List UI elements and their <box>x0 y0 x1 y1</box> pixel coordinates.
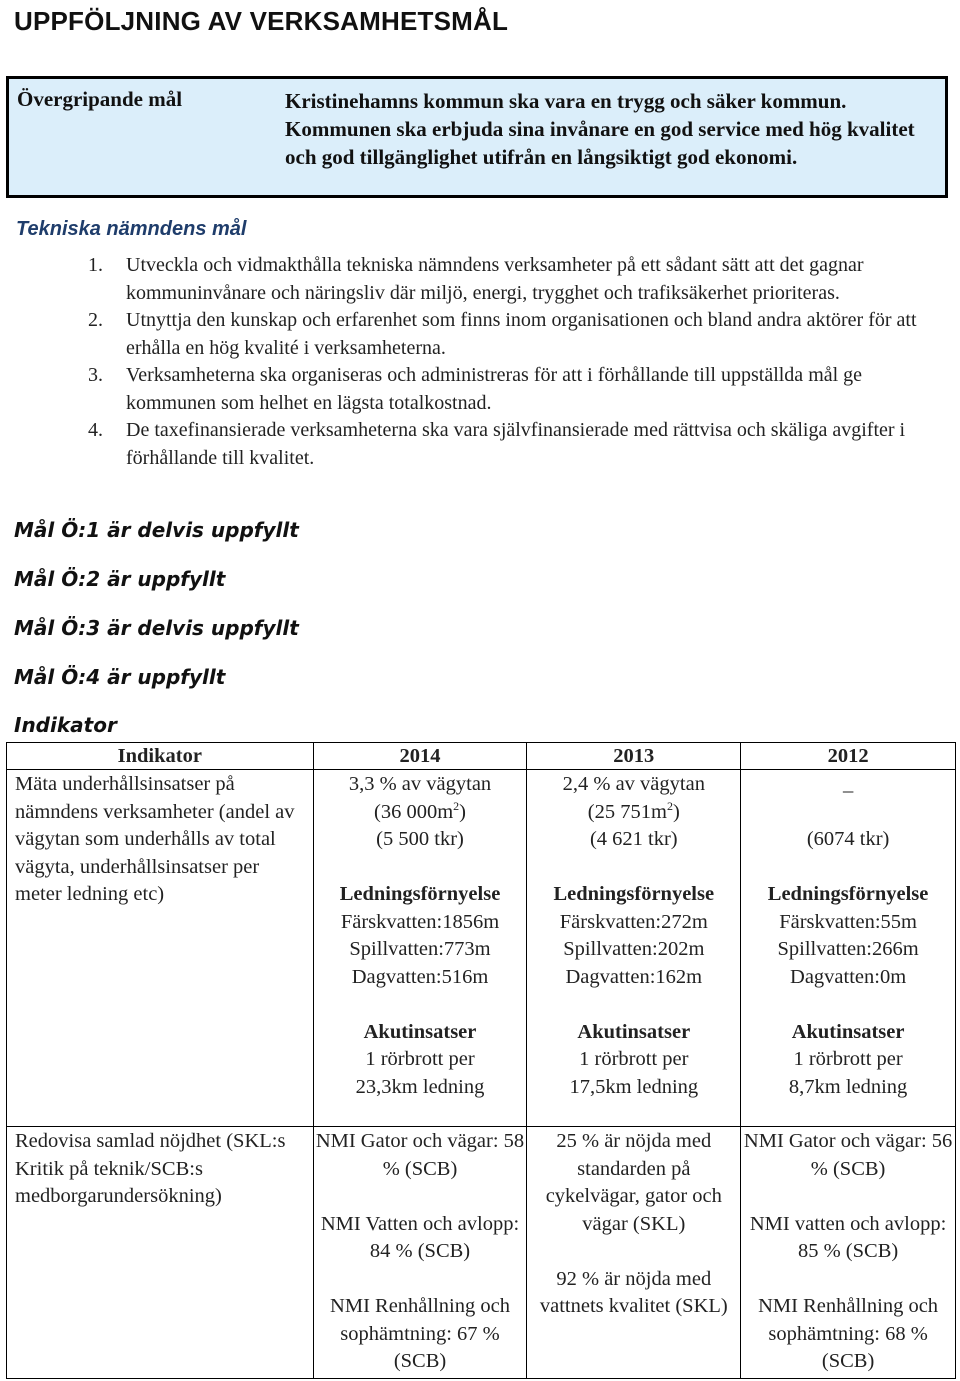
acute-line: 1 rörbrott per <box>365 1048 475 1070</box>
column-header: 2014 <box>313 743 527 770</box>
technical-goal-item <box>88 307 948 362</box>
goal-status-4: Mål Ö:4 är uppfyllt <box>14 665 226 689</box>
renewal-title: Ledningsförnyelse <box>767 883 929 905</box>
goal-number: 1. <box>88 254 103 276</box>
indicator-label: Mäta underhållsinsatser på nämndens verksamheter (andel av vägytan som underhålls av total vägyta, underhållsinsatser per meter ledning etc) <box>7 770 314 1127</box>
goal-text: Verksamheterna ska organiseras och administreras för att i förhållande till uppställda mål ge kommunen som helhet en lägsta totalkostnad. <box>126 364 863 414</box>
goal-text: De taxefinansierade verksamheterna ska vara självfinansierade med rättvisa och skäliga avgifter i förhållande till kvalitet. <box>126 419 906 469</box>
indicator-table <box>6 742 956 1379</box>
value-cell-2012 <box>741 770 956 1127</box>
technical-goals-list <box>88 252 948 472</box>
survey-result: 92 % är nöjda med vattnets kvalitet (SKL) <box>539 1267 728 1317</box>
goal-number: 2. <box>88 309 103 331</box>
acute-line: 8,7km ledning <box>788 1075 908 1098</box>
column-header: 2012 <box>741 743 956 770</box>
value-cell-2013 <box>527 1127 741 1379</box>
acute-title: Akutinsatser <box>577 1020 691 1043</box>
storm-water: Dagvatten:0m <box>790 965 907 988</box>
storm-water: Dagvatten:162m <box>565 965 703 988</box>
value-cell-2014 <box>313 1127 527 1379</box>
survey-result: NMI Renhållning och sophämtning: 68 % (SCB) <box>758 1295 939 1372</box>
maintenance-cost: (6074 tkr) <box>806 828 890 850</box>
goal-status-1: Mål Ö:1 är delvis uppfyllt <box>14 518 299 542</box>
goal-number: 4. <box>88 419 103 441</box>
road-share: _ <box>842 773 854 795</box>
acute-line: 1 rörbrott per <box>793 1048 903 1070</box>
column-header: 2013 <box>527 743 741 770</box>
overall-goal-box <box>6 76 948 198</box>
road-area: (36 $000m^2$) <box>374 798 466 823</box>
road-area: (25 $751m^2$) <box>587 798 680 823</box>
fresh-water: Färskvatten:1856m <box>340 910 500 933</box>
column-header: Indikator <box>7 743 314 770</box>
maintenance-cost: (5 500 tkr) <box>376 828 464 850</box>
waste-water: Spillvatten:266m <box>777 938 919 960</box>
waste-water: Spillvatten:202m <box>563 938 705 960</box>
survey-result: NMI Renhållning och sophämtning: 67 % (SCB) <box>330 1295 510 1372</box>
acute-line: 17,5km ledning <box>569 1075 699 1098</box>
acute-line: 23,3km ledning <box>355 1075 485 1098</box>
overall-goal-text: Kristinehamns kommun ska vara en trygg och säker kommun. Kommunen ska erbjuda sina invånare en god service med hög kvalitet och god tillgänglighet utifrån en långsiktigt god ekonomi. <box>285 89 915 169</box>
page-title: UPPFÖLJNING AV VERKSAMHETSMÅL <box>14 6 509 36</box>
storm-water: Dagvatten:516m <box>351 965 489 988</box>
renewal-title: Ledningsförnyelse <box>553 883 715 905</box>
table-header-row <box>7 743 956 770</box>
goal-status-3: Mål Ö:3 är delvis uppfyllt <box>14 616 299 640</box>
waste-water: Spillvatten:773m <box>349 938 491 960</box>
technical-goals-heading: Tekniska nämndens mål <box>16 218 247 240</box>
table-row <box>7 770 956 1127</box>
fresh-water: Färskvatten:55m <box>779 910 917 933</box>
technical-goal-item <box>88 417 948 472</box>
technical-goal-item <box>88 362 948 417</box>
goal-status-2: Mål Ö:2 är uppfyllt <box>14 567 226 591</box>
value-cell-2012 <box>741 1127 956 1379</box>
value-cell-2014 <box>313 770 527 1127</box>
survey-result: NMI Vatten och avlopp: 84 % (SCB) <box>320 1212 520 1262</box>
acute-line: 1 rörbrott per <box>579 1048 689 1070</box>
indicator-label: Redovisa samlad nöjdhet (SKL:s Kritik på teknik/SCB:s medborgarundersökning) <box>7 1127 314 1379</box>
renewal-title: Ledningsförnyelse <box>339 883 501 905</box>
value-cell-2013 <box>527 770 741 1127</box>
overall-goal-label: Övergripande mål <box>17 87 183 111</box>
acute-title: Akutinsatser <box>363 1020 477 1043</box>
indicator-heading: Indikator <box>14 713 117 737</box>
maintenance-cost: (4 621 tkr) <box>589 828 678 850</box>
acute-title: Akutinsatser <box>791 1020 905 1043</box>
survey-result: NMI Gator och vägar: 58 % (SCB) <box>315 1130 525 1180</box>
survey-result: NMI vatten och avlopp: 85 % (SCB) <box>749 1212 947 1262</box>
goal-text: Utveckla och vidmakthålla tekniska nämndens verksamheter på ett sådant sätt att det gagnar kommuninvånare och näringsliv där miljö, energi, trygghet och trafiksäkerhet prioriteras. <box>126 254 864 304</box>
goal-text: Utnyttja den kunskap och erfarenhet som finns inom organisationen och bland andra aktörer för att erhålla en hög kvalité i verksamheterna. <box>126 309 917 359</box>
survey-result: 25 % är nöjda med standarden på cykelvägar, gator och vägar (SKL) <box>545 1130 722 1235</box>
road-share: 2,4 % av vägytan <box>562 773 705 795</box>
survey-result: NMI Gator och vägar: 56 % (SCB) <box>743 1130 953 1180</box>
road-share: 3,3 % av vägytan <box>348 773 492 795</box>
goal-number: 3. <box>88 364 103 386</box>
table-row <box>7 1127 956 1379</box>
fresh-water: Färskvatten:272m <box>559 910 708 933</box>
technical-goal-item <box>88 252 948 307</box>
